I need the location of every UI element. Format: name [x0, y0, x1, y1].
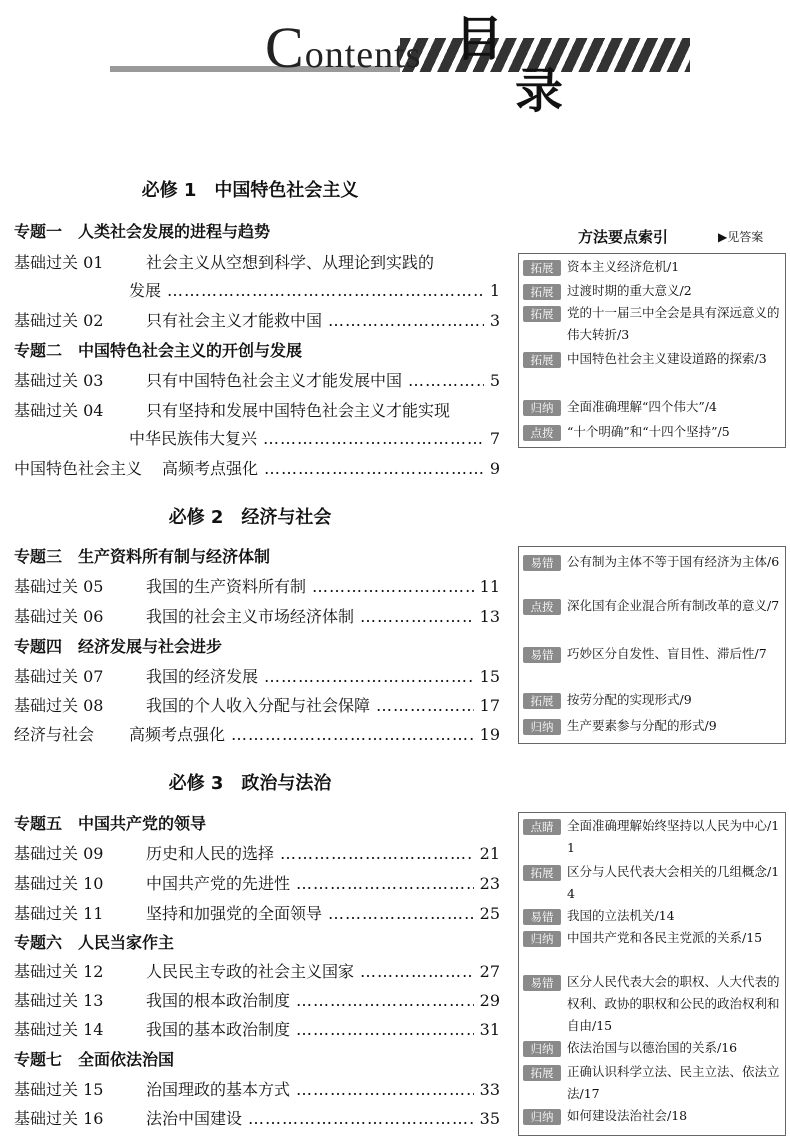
entry-title: 治国理政的基本方式 — [146, 1080, 291, 1099]
toc-topic — [14, 1046, 500, 1074]
section-title: 必修 2 经济与社会 — [168, 507, 332, 528]
answer-ref: ▶见答案 — [718, 230, 764, 244]
index-text: 中国共产党和各民主党派的关系/15 — [567, 930, 763, 945]
title-mu: 目 — [455, 11, 504, 67]
entry-title: 中国共产党的先进性 — [146, 874, 291, 893]
tag-badge: 拓展 — [523, 1065, 561, 1081]
entry-code: 基础过关 12 — [14, 962, 104, 981]
index-text: 区分人民代表大会的职权、人大代表的权利、政协的职权和公民的政治权利和自由/15 — [567, 974, 780, 1033]
tag-badge: 点睛 — [523, 819, 561, 835]
index-text: 党的十一届三中全会是具有深远意义的伟大转折/3 — [567, 305, 780, 342]
section-title: 必修 1 中国特色社会主义 — [141, 180, 359, 201]
index-item — [523, 280, 781, 302]
toc-entry — [14, 987, 500, 1015]
topic-title: 专题六 人民当家作主 — [14, 933, 175, 952]
index-text: “十个明确”和“十四个坚持”/5 — [567, 424, 730, 439]
tag-badge: 点拨 — [523, 425, 561, 441]
page-number: 7 — [489, 429, 500, 448]
entry-title: 只有坚持和发展中国特色社会主义才能实现 — [146, 401, 451, 420]
index-text: 依法治国与以德治国的关系/16 — [567, 1040, 738, 1055]
topic-title: 专题一 人类社会发展的进程与趋势 — [14, 222, 271, 241]
entry-title: 中华民族伟大复兴 — [129, 429, 258, 448]
index-item — [523, 551, 781, 573]
toc-entry — [14, 277, 500, 305]
leader-dots — [296, 987, 474, 1015]
page-number: 15 — [479, 667, 500, 686]
leader-dots — [296, 1076, 474, 1104]
leader-dots — [264, 663, 474, 691]
index-item — [523, 861, 781, 901]
entry-code: 经济与社会 — [14, 725, 95, 744]
entry-code: 基础过关 04 — [14, 401, 104, 420]
topic-title: 专题四 经济发展与社会进步 — [14, 637, 223, 656]
page-number: 19 — [479, 725, 500, 744]
tag-badge: 归纳 — [523, 931, 561, 947]
page-number: 29 — [479, 991, 500, 1010]
entry-title: 社会主义从空想到科学、从理论到实践的 — [146, 253, 435, 272]
entry-code: 基础过关 02 — [14, 311, 104, 330]
page-number: 31 — [479, 1020, 500, 1039]
page-number: 3 — [489, 311, 500, 330]
entry-title: 坚持和加强党的全面领导 — [146, 904, 323, 923]
leader-dots — [280, 840, 474, 868]
tag-badge: 易错 — [523, 909, 561, 925]
toc-topic — [14, 337, 500, 365]
index-text: 中国特色社会主义建设道路的探索/3 — [567, 351, 767, 366]
leader-dots — [248, 1105, 474, 1133]
entry-code: 中国特色社会主义 — [14, 459, 143, 478]
index-box — [518, 812, 786, 1136]
leader-dots — [264, 455, 484, 483]
toc-entry — [14, 663, 500, 691]
entry-title: 高频考点强化 — [129, 725, 226, 744]
page-number: 9 — [489, 459, 500, 478]
topic-title: 专题五 中国共产党的领导 — [14, 814, 207, 833]
entry-code: 基础过关 13 — [14, 991, 104, 1010]
index-item — [523, 595, 781, 617]
index-item — [523, 1061, 781, 1101]
topic-title: 专题三 生产资料所有制与经济体制 — [14, 547, 271, 566]
entry-title: 发展 — [129, 281, 162, 300]
entry-title: 法治中国建设 — [146, 1109, 243, 1128]
index-text: 巧妙区分自发性、盲目性、滞后性/7 — [567, 646, 767, 661]
toc-entry — [14, 721, 500, 749]
index-box — [518, 253, 786, 448]
toc-entry — [14, 367, 500, 395]
title-lu: 录 — [515, 63, 564, 119]
entry-code: 基础过关 05 — [14, 577, 104, 596]
toc-topic — [14, 543, 500, 571]
leader-dots — [360, 603, 474, 631]
entry-title: 历史和人民的选择 — [146, 844, 275, 863]
page-number: 5 — [489, 371, 500, 390]
leader-dots — [296, 1016, 474, 1044]
page-number: 1 — [489, 281, 500, 300]
index-item — [523, 715, 781, 737]
entry-title: 我国的个人收入分配与社会保障 — [146, 696, 371, 715]
toc-entry — [14, 307, 500, 335]
entry-code: 基础过关 15 — [14, 1080, 104, 1099]
index-item — [523, 1037, 781, 1059]
entry-title: 我国的社会主义市场经济体制 — [146, 607, 355, 626]
page-number: 25 — [479, 904, 500, 923]
toc-topic — [14, 218, 500, 246]
leader-dots — [312, 573, 474, 601]
index-box — [518, 546, 786, 744]
entry-code: 基础过关 01 — [14, 253, 104, 272]
tag-badge: 归纳 — [523, 1109, 561, 1125]
entry-code: 基础过关 09 — [14, 844, 104, 863]
entry-title: 我国的经济发展 — [146, 667, 259, 686]
entry-title: 我国的基本政治制度 — [146, 1020, 291, 1039]
page-number: 35 — [479, 1109, 500, 1128]
toc-entry — [14, 249, 500, 277]
index-item — [523, 1105, 781, 1127]
index-item — [523, 927, 781, 949]
page-number: 23 — [479, 874, 500, 893]
tag-badge: 拓展 — [523, 693, 561, 709]
leader-dots — [263, 425, 484, 453]
entry-code: 基础过关 14 — [14, 1020, 104, 1039]
index-item — [523, 256, 781, 278]
entry-title: 我国的根本政治制度 — [146, 991, 291, 1010]
index-text: 区分与人民代表大会相关的几组概念/14 — [567, 864, 780, 901]
index-text: 如何建设法治社会/18 — [567, 1108, 688, 1123]
leader-dots — [360, 958, 474, 986]
toc-entry — [14, 573, 500, 601]
index-text: 过渡时期的重大意义/2 — [567, 283, 692, 298]
leader-dots — [167, 277, 484, 305]
index-text: 正确认识科学立法、民主立法、依法立法/17 — [567, 1064, 780, 1101]
section-title: 必修 3 政治与法治 — [168, 773, 332, 794]
tag-badge: 易错 — [523, 975, 561, 991]
index-item — [523, 815, 781, 855]
toc-entry — [14, 603, 500, 631]
leader-dots — [376, 692, 474, 720]
index-item — [523, 396, 781, 418]
entry-code: 基础过关 06 — [14, 607, 104, 626]
tag-badge: 归纳 — [523, 400, 561, 416]
contents-header — [110, 0, 690, 119]
leader-dots — [408, 367, 484, 395]
page-number: 13 — [479, 607, 500, 626]
entry-code: 基础过关 10 — [14, 874, 104, 893]
index-text: 按劳分配的实现形式/9 — [567, 692, 692, 707]
index-text: 资本主义经济危机/1 — [567, 259, 680, 274]
toc-entry — [14, 870, 500, 898]
entry-code: 基础过关 16 — [14, 1109, 104, 1128]
page-number: 17 — [479, 696, 500, 715]
toc-entry — [14, 840, 500, 868]
page-number: 33 — [479, 1080, 500, 1099]
leader-dots — [328, 307, 484, 335]
entry-title: 高频考点强化 — [162, 459, 259, 478]
index-item — [523, 971, 781, 1033]
index-item — [523, 348, 781, 370]
entry-title: 人民民主专政的社会主义国家 — [146, 962, 355, 981]
tag-badge: 归纳 — [523, 719, 561, 735]
index-text: 我国的立法机关/14 — [567, 908, 675, 923]
index-item — [523, 302, 781, 342]
index-text: 生产要素参与分配的形式/9 — [567, 718, 717, 733]
leader-dots — [328, 900, 474, 928]
toc-entry — [14, 900, 500, 928]
index-item — [523, 421, 781, 443]
tag-badge: 易错 — [523, 555, 561, 571]
entry-title: 只有社会主义才能救中国 — [146, 311, 323, 330]
toc-entry — [14, 1105, 500, 1133]
tag-badge: 归纳 — [523, 1041, 561, 1057]
index-text: 公有制为主体不等于国有经济为主体/6 — [567, 554, 780, 569]
index-title: 方法要点索引 — [578, 228, 669, 246]
entry-code: 基础过关 03 — [14, 371, 104, 390]
toc-entry — [14, 1016, 500, 1044]
index-item — [523, 689, 781, 711]
toc-entry — [14, 455, 500, 483]
index-text: 全面准确理解始终坚持以人民为中心/11 — [567, 818, 780, 855]
tag-badge: 拓展 — [523, 865, 561, 881]
tag-badge: 拓展 — [523, 284, 561, 300]
toc-topic — [14, 633, 500, 661]
page-number: 21 — [479, 844, 500, 863]
index-text: 全面准确理解“四个伟大”/4 — [567, 399, 717, 414]
entry-code: 基础过关 07 — [14, 667, 104, 686]
contents-logo: Contents — [265, 15, 422, 80]
entry-code: 基础过关 11 — [14, 904, 104, 923]
entry-code: 基础过关 08 — [14, 696, 104, 715]
index-item — [523, 643, 781, 665]
topic-title: 专题七 全面依法治国 — [14, 1050, 175, 1069]
toc-entry — [14, 1076, 500, 1104]
toc-entry — [14, 692, 500, 720]
toc-entry — [14, 958, 500, 986]
leader-dots — [296, 870, 474, 898]
toc-entry — [14, 397, 500, 425]
entry-title: 只有中国特色社会主义才能发展中国 — [146, 371, 403, 390]
tag-badge: 点拨 — [523, 599, 561, 615]
leader-dots — [231, 721, 474, 749]
page-number: 27 — [479, 962, 500, 981]
toc-topic — [14, 929, 500, 957]
tag-badge: 拓展 — [523, 306, 561, 322]
toc-topic — [14, 810, 500, 838]
index-text: 深化国有企业混合所有制改革的意义/7 — [567, 598, 780, 613]
tag-badge: 易错 — [523, 647, 561, 663]
index-item — [523, 905, 781, 927]
toc-entry — [14, 425, 500, 453]
page-number: 11 — [479, 577, 500, 596]
topic-title: 专题二 中国特色社会主义的开创与发展 — [14, 341, 303, 360]
entry-title: 我国的生产资料所有制 — [146, 577, 307, 596]
tag-badge: 拓展 — [523, 352, 561, 368]
tag-badge: 拓展 — [523, 260, 561, 276]
